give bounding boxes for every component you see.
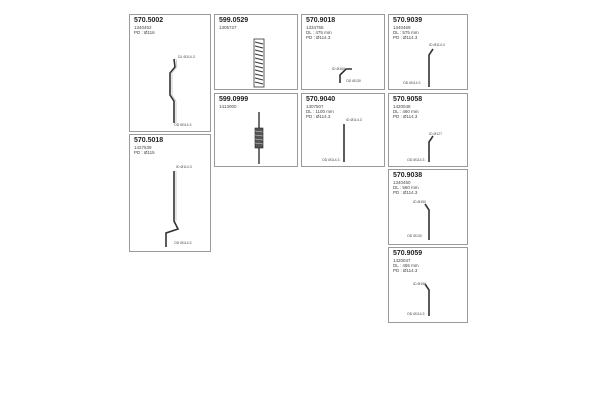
part-card-570-9039[interactable] <box>388 14 468 90</box>
part-number: 570.9059 <box>393 250 423 257</box>
flexible-pipe-drawing <box>215 15 299 91</box>
part-spec: PD : Ø114.3 <box>393 268 418 273</box>
part-spec: DL : 1100 mm <box>306 109 334 114</box>
part-card-570-9018[interactable] <box>301 14 385 90</box>
part-number: 599.0529 <box>219 17 249 24</box>
pipe-drawing <box>389 170 469 246</box>
part-spec: PD : Ø115 <box>134 150 155 155</box>
part-ref: 1340462 <box>134 25 152 30</box>
dimension-label: ID Ø160 <box>332 67 346 71</box>
pipe-drawing <box>302 94 386 168</box>
dimension-label: ID Ø114.3 <box>176 165 192 169</box>
part-spec: DL : 575 mm <box>393 30 419 35</box>
dimension-label: D1 Ø114.3 <box>178 55 195 59</box>
dimension-label: ID Ø114.3 <box>429 43 445 47</box>
flexible-pipe-drawing <box>215 94 299 168</box>
part-card-570-9038[interactable] <box>388 169 468 245</box>
dimension-label: OD Ø114.3 <box>403 81 421 85</box>
part-number: 570.5018 <box>134 137 164 144</box>
dimension-label: ID Ø150 <box>413 282 427 286</box>
part-spec: PD : Ø114.3 <box>393 114 418 119</box>
pipe-drawing <box>302 15 386 91</box>
dimension-label: ID Ø150 <box>413 200 427 204</box>
part-spec: PD : Ø114.3 <box>393 190 418 195</box>
dimension-label: OD Ø114.3 <box>174 123 192 127</box>
part-ref: 1420048 <box>393 104 411 109</box>
dimension-label: ID Ø127 <box>429 132 443 136</box>
dimension-label: OD Ø130 <box>407 234 422 238</box>
pipe-drawing <box>130 15 212 133</box>
part-ref: 1340469 <box>393 25 411 30</box>
dimension-label: ID Ø114.3 <box>346 118 362 122</box>
part-ref: 1427539 <box>134 145 152 150</box>
part-card-570-5018[interactable] <box>129 134 211 252</box>
pipe-drawing <box>389 248 469 324</box>
part-spec: DL : 460 mm <box>393 109 419 114</box>
part-number: 570.9040 <box>306 96 336 103</box>
part-spec: PD : Ø114.3 <box>306 114 331 119</box>
dimension-label: OD Ø114.3 <box>174 241 192 245</box>
part-card-599-0999[interactable] <box>214 93 298 167</box>
part-spec: PD : Ø116 <box>134 30 155 35</box>
part-number: 599.0999 <box>219 96 249 103</box>
part-ref: 1420047 <box>393 258 411 263</box>
part-ref: 1305727 <box>219 25 237 30</box>
part-spec: DL : 475 mm <box>306 30 332 35</box>
part-spec: DL : 465 mm <box>393 263 419 268</box>
part-ref: 1307507 <box>306 104 324 109</box>
part-card-570-9059[interactable] <box>388 247 468 323</box>
dimension-label: OD Ø114.3 <box>322 158 340 162</box>
pipe-drawing <box>389 94 469 168</box>
part-card-570-5002[interactable] <box>129 14 211 132</box>
part-card-599-0529[interactable] <box>214 14 298 90</box>
dimension-label: OD Ø114.3 <box>407 312 425 316</box>
dimension-label: OD Ø114.3 <box>407 158 425 162</box>
part-card-570-9040[interactable] <box>301 93 385 167</box>
part-ref: 1340450 <box>393 180 411 185</box>
pipe-drawing <box>130 135 212 253</box>
part-number: 570.9018 <box>306 17 336 24</box>
part-spec: PD : Ø114.3 <box>393 35 418 40</box>
part-number: 570.9038 <box>393 172 423 179</box>
part-number: 570.9039 <box>393 17 423 24</box>
part-number: 570.9058 <box>393 96 423 103</box>
part-ref: 1334755 <box>306 25 324 30</box>
dimension-label: OD Ø130 <box>346 79 361 83</box>
pipe-drawing <box>389 15 469 91</box>
part-spec: DL : 560 mm <box>393 185 419 190</box>
part-card-570-9058[interactable] <box>388 93 468 167</box>
part-spec: PD : Ø114.3 <box>306 35 331 40</box>
part-ref: 1413000 <box>219 104 237 109</box>
part-number: 570.5002 <box>134 17 164 24</box>
